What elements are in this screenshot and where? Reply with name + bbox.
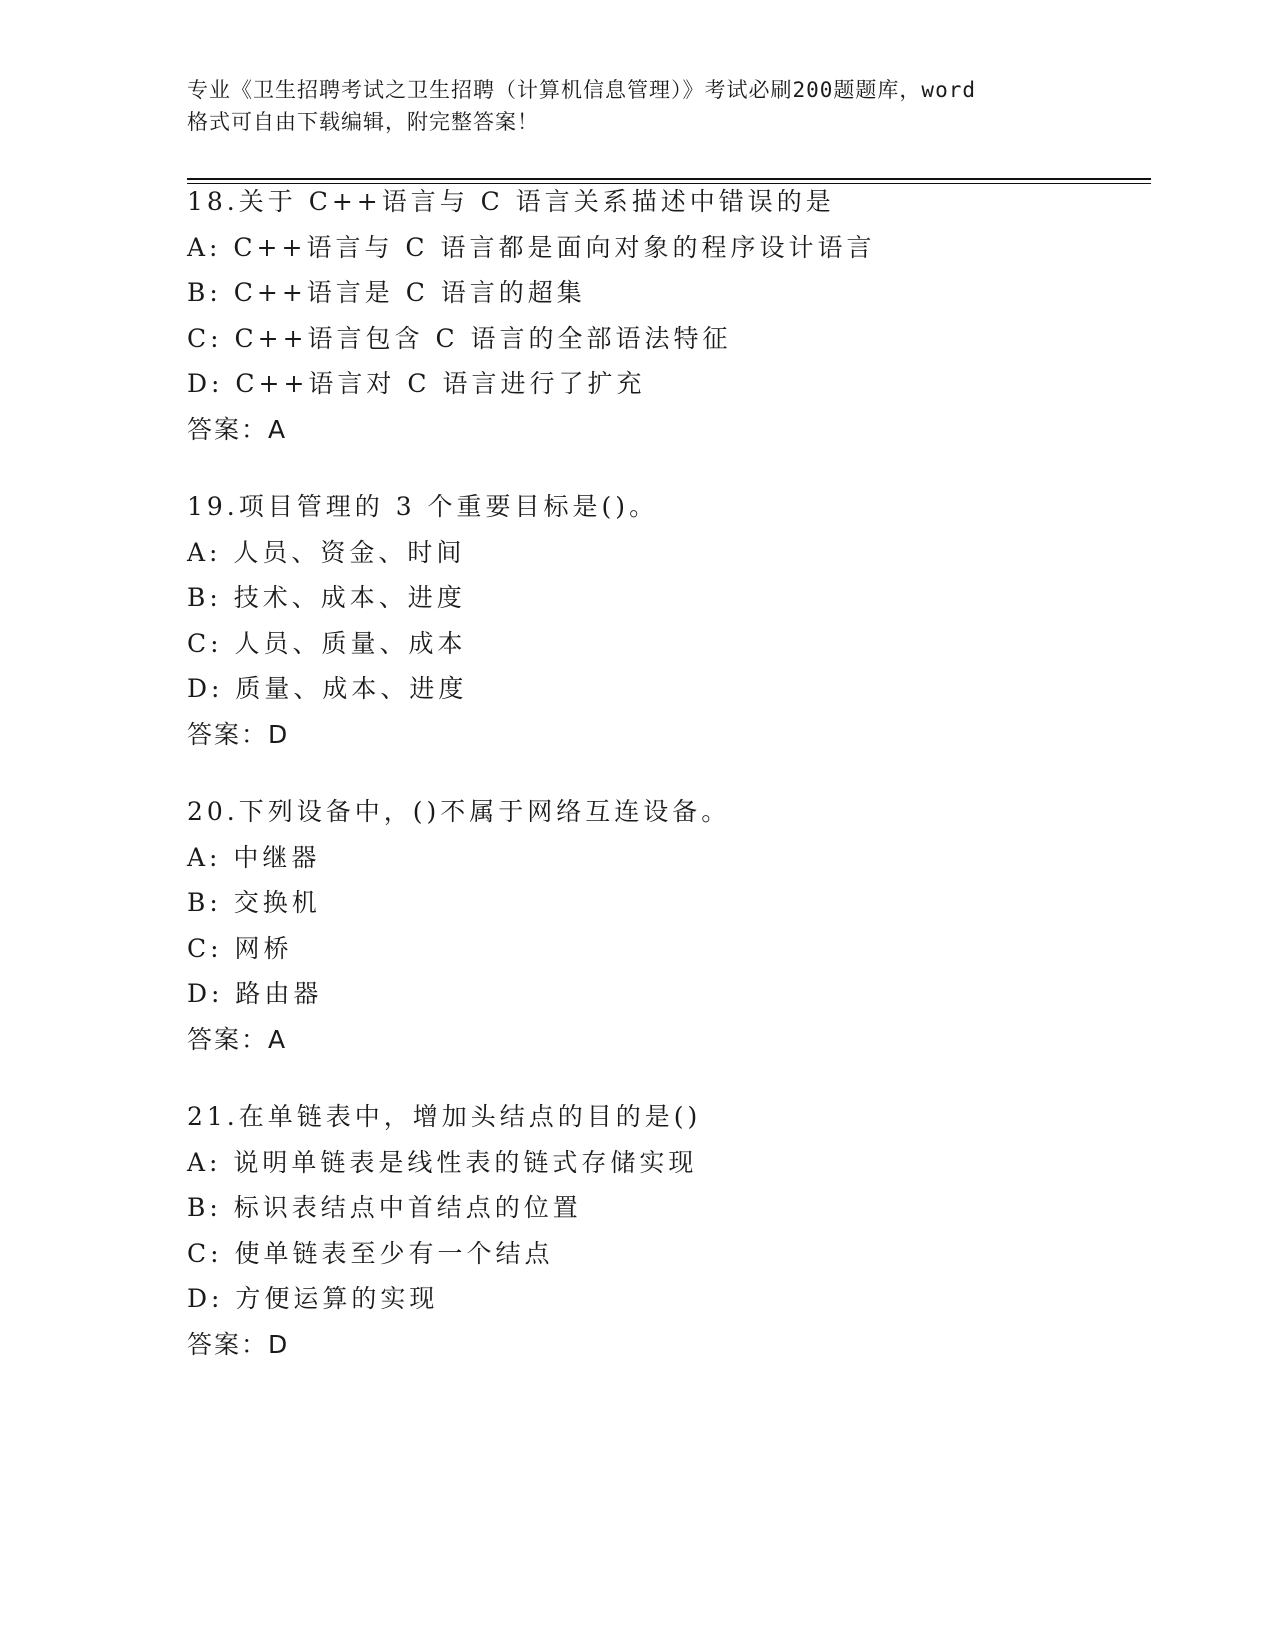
option-c: C: 使单链表至少有一个结点	[187, 1238, 554, 1268]
option-d: D: 质量、成本、进度	[187, 674, 468, 703]
document-header	[187, 74, 1097, 138]
option-c: C: 人员、质量、成本	[187, 628, 467, 658]
option-a: A: 人员、资金、时间	[187, 537, 466, 567]
question-stem: 18.关于 C++语言与 C 语言关系描述中错误的是	[187, 187, 835, 216]
option-d: D: 路由器	[187, 979, 323, 1008]
option-c: C: C++语言包含 C 语言的全部语法特征	[187, 323, 732, 353]
question-stem: 21.在单链表中，增加头结点的目的是()	[187, 1102, 702, 1131]
question-block-18	[187, 179, 1147, 452]
option-b: B: C++语言是 C 语言的超集	[187, 278, 586, 307]
question-block-19	[187, 484, 1147, 757]
question-block-21	[187, 1094, 1147, 1367]
option-b: B: 标识表结点中首结点的位置	[187, 1193, 582, 1222]
option-c: C: 网桥	[187, 933, 293, 963]
question-stem: 20.下列设备中，()不属于网络互连设备。	[187, 797, 731, 826]
header-line-2: 格式可自由下载编辑，附完整答案！	[187, 110, 539, 134]
answer-label: 答案：D	[187, 719, 290, 749]
option-d: D: 方便运算的实现	[187, 1284, 439, 1313]
option-b: B: 技术、成本、进度	[187, 583, 466, 612]
header-line-1: 专业《卫生招聘考试之卫生招聘（计算机信息管理）》考试必刷200题题库，word	[187, 78, 976, 102]
answer-label: 答案：D	[187, 1329, 290, 1359]
option-a: A: 中继器	[187, 842, 321, 872]
option-b: B: 交换机	[187, 888, 321, 917]
answer-label: 答案：A	[187, 1024, 288, 1054]
option-d: D: C++语言对 C 语言进行了扩充	[187, 369, 646, 398]
question-block-20	[187, 789, 1147, 1062]
question-stem: 19.项目管理的 3 个重要目标是()。	[187, 492, 659, 521]
answer-label: 答案：A	[187, 414, 288, 444]
option-a: A: 说明单链表是线性表的链式存储实现	[187, 1147, 698, 1177]
option-a: A: C++语言与 C 语言都是面向对象的程序设计语言	[187, 232, 876, 262]
